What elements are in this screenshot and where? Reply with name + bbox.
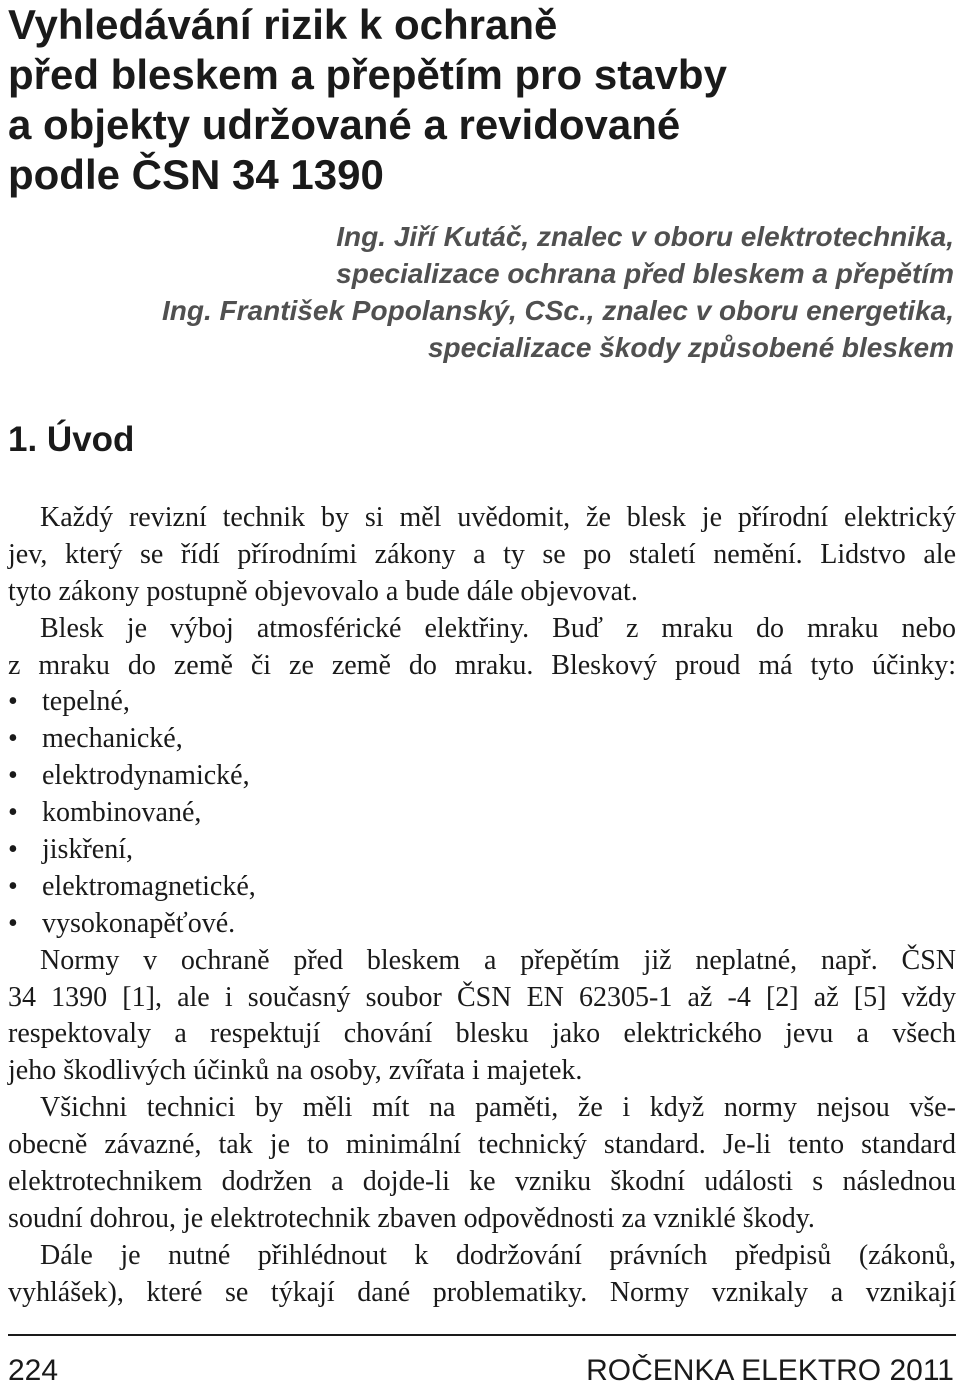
text-line: respektovaly a respektují chování blesku jako elektrického jevu a všech xyxy=(8,1018,956,1050)
bullet-icon: • xyxy=(8,760,18,792)
text-line: elektrotechnikem dodržen a dojde-li ke vzniku škodní události s následnou xyxy=(8,1166,956,1198)
list-item xyxy=(8,869,956,906)
list-item xyxy=(8,906,956,943)
title-line: před bleskem a přepětím pro stavby xyxy=(8,51,727,98)
text-line: Blesk je výboj atmosférické elektřiny. Buď z mraku do mraku nebo xyxy=(40,612,956,644)
list-item xyxy=(8,684,956,721)
author-line: specializace ochrana před bleskem a přepětím xyxy=(336,258,954,289)
journal-name: ROČENKA ELEKTRO 2011 xyxy=(586,1354,954,1387)
page-number: 224 xyxy=(8,1354,59,1387)
list-item xyxy=(8,832,956,869)
paragraph-technicians xyxy=(8,1090,956,1238)
paragraph-standards xyxy=(8,943,956,1091)
footer-divider xyxy=(8,1334,956,1336)
text-line: jeho škodlivých účinků na osoby, zvířata i majetek. xyxy=(8,1055,583,1087)
text-line: tyto zákony postupně objevovalo a bude dále objevovat. xyxy=(8,575,638,607)
author-block xyxy=(14,218,954,366)
effects-list xyxy=(8,684,956,942)
list-item-text: tepelné, xyxy=(42,686,130,718)
section-heading: 1. Úvod xyxy=(8,420,135,459)
list-item-text: mechanické, xyxy=(42,723,183,755)
list-item xyxy=(8,795,956,832)
author-line: Ing. František Popolanský, CSc., znalec v oboru energetika, xyxy=(161,295,954,326)
title-line: podle ČSN 34 1390 xyxy=(8,151,384,198)
paragraph-intro xyxy=(8,500,956,611)
list-item-text: kombinované, xyxy=(42,797,202,829)
text-line: obecně závazné, tak je to minimální technický standard. Je-li tento standard xyxy=(8,1129,956,1161)
list-item-text: elektrodynamické, xyxy=(42,760,250,792)
title-line: Vyhledávání rizik k ochraně xyxy=(8,1,558,48)
article-title xyxy=(8,0,948,200)
author-line: Ing. Jiří Kutáč, znalec v oboru elektrotechnika, xyxy=(336,221,954,252)
article-body xyxy=(8,500,956,1312)
paragraph-lightning xyxy=(8,611,956,685)
text-line: soudní dohrou, je elektrotechnik zbaven odpovědnosti za vzniklé škody. xyxy=(8,1202,815,1234)
bullet-icon: • xyxy=(8,834,18,866)
text-line: Normy v ochraně před bleskem a přepětím již neplatné, např. ČSN xyxy=(40,944,956,976)
bullet-icon: • xyxy=(8,723,18,755)
list-item xyxy=(8,721,956,758)
paragraph-legal xyxy=(8,1238,956,1312)
text-line: 34 1390 [1], ale i současný soubor ČSN EN 62305-1 až -4 [2] až [5] vždy xyxy=(8,981,956,1013)
list-item-text: vysokonapěťové. xyxy=(42,907,236,939)
bullet-icon: • xyxy=(8,686,18,718)
text-line: jev, který se řídí přírodními zákony a ty se po staletí nemění. Lidstvo ale xyxy=(8,538,956,570)
text-line: vyhlášek), které se týkají dané problematiky. Normy vznikaly a vznikají xyxy=(8,1276,956,1308)
bullet-icon: • xyxy=(8,797,18,829)
title-line: a objekty udržované a revidované xyxy=(8,101,681,148)
text-line: z mraku do země či ze země do mraku. Bleskový proud má tyto účinky: xyxy=(8,649,956,681)
text-line: Každý revizní technik by si měl uvědomit, že blesk je přírodní elektrický xyxy=(40,502,956,533)
list-item-text: jiskření, xyxy=(42,834,133,866)
text-line: Všichni technici by měli mít na paměti, že i když normy nejsou vše- xyxy=(40,1092,956,1124)
author-line: specializace škody způsobené bleskem xyxy=(427,332,954,363)
bullet-icon: • xyxy=(8,907,18,939)
text-line: Dále je nutné přihlédnout k dodržování právních předpisů (zákonů, xyxy=(40,1239,956,1271)
list-item xyxy=(8,758,956,795)
bullet-icon: • xyxy=(8,870,18,902)
list-item-text: elektromagnetické, xyxy=(42,870,256,902)
